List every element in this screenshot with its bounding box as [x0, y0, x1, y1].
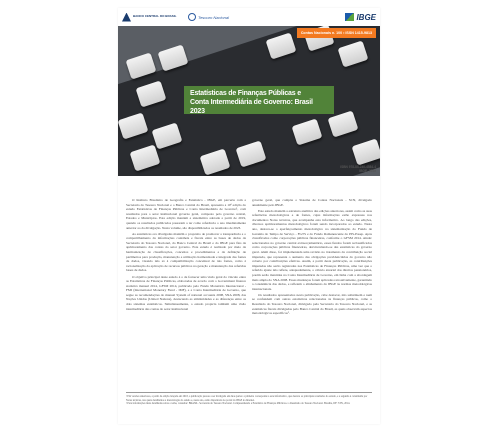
paragraph: Este estudo mantém a estrutura analítica das edições anteriores, assim como as suas referências metodológicas e de fontes, cujas informações estão expressas nos documentos Notas técnicas, que acompanha esta informativo. Ao longo das edições, diversos aprimoramentos metodológicos foram sendo incorporados ao estudo. Nesta ano, destaca-se o aperfeiçoamento metodológico na sistematização do Fundo de Garantia do Tempo de Serviço - FGTS e do Fundo Ramanescente do PIS-Pasep. Após classificados como corporações públicas financeiras, conforme o GFSM 2014. Ainda: selecionados no governo central extraorçamentário, esses fundos foram reclassificados como corporações públicas financeiras, desvinculando-se das estatísticas do governo geral. Além disso, foi implementada uma revisão no tratamento da contribuição social imputada, que representa o aumento das obrigações previdenciárias do governo não coberto por contribuições efetivas. Assim, a partir desta publicação, as contribuições imputadas não serão registradas nas Estatísticas de Finanças Públicas, uma vez que o referido ajuste não reflete, adequadamente, o cálculo atuarial dos direitos pensionários, porém serão mantidas na Conta Intermediária de Governo, em linha com a abordagem mais ampla do SNA 2008. Essas mudanças foram aplicadas retroativamente, garantindo a consistência das dados, e refletem o alinhamento do IBGE às normas metodológicas internacionais. — [252, 208, 372, 291]
tesouro-logo — [188, 13, 229, 21]
publication-title-line2: Conta Intermediária de Governo: Brasil 2023 — [190, 99, 313, 115]
left-text-column — [126, 198, 246, 313]
ibge-logo — [345, 13, 376, 22]
edition-year-text: IBGE, 2025 — [359, 169, 376, 173]
cover-banner — [118, 26, 380, 176]
tesouro-seal-icon — [188, 13, 196, 21]
ibge-emblem-icon — [345, 13, 354, 21]
paragraph: Os resultados apresentados nesta publicação, cabe destacar, não substituem e nem se confundem com outras estatísticas relacionadas às finanças públicas, como o Resultado do Tesouro Nacional, divulgado pela Secretaria do Tesouro Nacional, e as estatísticas fiscais divulgadas pelo Banco Central do Brasil, as quais observam aspectos metodológicos específicos². — [252, 292, 372, 316]
paragraph: O objetivo principal deste estudo é o de fornecer uma visão geral do vínculo entre as Estatísticas de Finanças Públicas, elaboradas de acordo com o Government finance statistics manual 2014, GFSM 2014, publicado pelo Fundo Monetário Internacional - FMI (International Monetary Fund - IMF), e a Conta Intermediária de Governo, que segue as recomendações do manual System of national accounts 2008, SNA 2008, das Nações Unidas (United Nations), destacando as similaridades e as diferenças entre os dois sistemas estatísticos. Simultaneamente, o estudo propicia também uma visão intermediária das contas do setor institucional — [126, 274, 246, 311]
publication-page — [118, 8, 380, 424]
paragraph: governo geral, que compõe o Sistema de Contas Nacionais - SCN, divulgado anualmente pelo IBGE. — [252, 198, 372, 207]
logo-bar — [118, 8, 380, 26]
ibge-logo-text: IBGE — [356, 12, 376, 22]
publication-title-line1: Estatísticas de Finanças Públicas e — [190, 90, 301, 97]
bcb-emblem-icon — [122, 13, 131, 22]
series-tag: Contas Nacionais n. 100 • ISSN 1415-9813 — [297, 28, 376, 38]
tesouro-logo-text: Tesouro Nacional — [198, 14, 229, 20]
footnote: ² Para informações mais detalhadas sobre o tema, consultar: BRASIL. Secretaria do Tesouro Nacional. Compreendendo a Estatística de Finanças Públicas e o Resultado do Tesouro Nacional. Brasília, DF: STN, 2014. — [126, 402, 351, 405]
footnote: ¹ Em versões anteriores, a partir da edição lançada em 2018, a publicação passou a ser divulgada em duas partes: a primeira corresponde a este informativo, que destaca os principais resultados do estudo, e a segunda é constituída por Notas técnicas, nas quais detalhamos a metodologia do estudo e, neste ano, estão disponíveis no portal do IBGE na Internet. — [126, 395, 368, 402]
bcb-logo — [122, 13, 182, 22]
publication-title-box — [184, 86, 334, 114]
footnotes — [126, 392, 372, 406]
paragraph: As estatísticas ora divulgadas mantêm o propósito de promover a transparência e o compartilhamento da informações contábeis e fiscais entre as bases de dados da Secretaria do Tesouro Nacional, do Banco Central do Brasil e do IBGE para fins da aprimoramento das contas do setor governo. Este estudo é realizado por meio da harmonização de classificações, conceitos e procedimentos e da definição de parâmetros para produção, manutenção e utilização harmonizada e integrada das fontes de dados, visando não só à compatibilização conceitual de tais fontes, como à racionalização da aplicação de recursos públicos na geração e manutenção das referidas bases de dados. — [126, 231, 246, 273]
publication-code — [340, 165, 376, 173]
isbn-text: ISBN 978-85-240-4584-4 — [340, 165, 376, 169]
right-text-column — [252, 198, 372, 317]
bcb-logo-text: BANCO CENTRAL DO BRASIL — [133, 14, 177, 19]
paragraph: O Instituto Brasileiro de Geografia e Estatística - IBGE, em parceria com a Secretaria do Tesouro Nacional e o Banco Central do Brasil, apresenta a 10ª edição do estudo Estatísticas de Finanças Públicas e Conta Intermediária de Governo¹, com resultados para o setor institucional governo geral, composto pelo governo central, Estados e Municípios. Esta edição mantém a sistemática adotada a partir de 2019, quando os resultados publicados passaram a ter como referência o ano imediatamente anterior ao da divulgação. Nesta volume, são disponibilizados os resultados de 2023. — [126, 198, 246, 230]
